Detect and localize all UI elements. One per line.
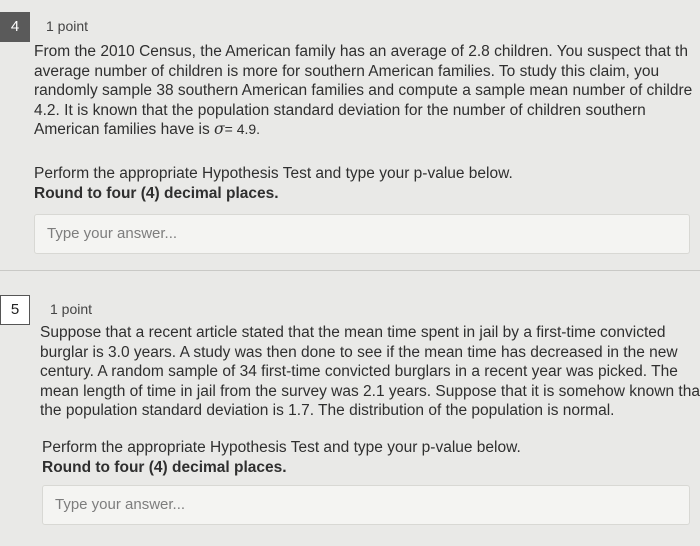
- sigma-symbol: σ: [214, 120, 225, 138]
- instruction-line: Perform the appropriate Hypothesis Test and type your p-value below.: [42, 439, 521, 456]
- question-points: 1 point: [46, 18, 89, 34]
- question-text-line: burglar is 3.0 years. A study was then done to see if the mean time has decreased in the new: [40, 343, 678, 361]
- instruction-text: [34, 164, 513, 204]
- question-number-badge: 4: [0, 12, 30, 42]
- section-divider: [0, 270, 700, 271]
- instruction-text: [42, 438, 521, 478]
- question-points: 1 point: [50, 301, 93, 317]
- sigma-value: = 4.9.: [224, 121, 261, 137]
- answer-input[interactable]: Type your answer...: [34, 214, 690, 254]
- round-note: Round to four (4) decimal places.: [34, 185, 279, 202]
- question-text-line: 4.2. It is known that the population standard deviation for the number of children southern: [34, 101, 646, 119]
- round-note: Round to four (4) decimal places.: [42, 459, 287, 476]
- question-text-line: Suppose that a recent article stated that the mean time spent in jail by a first-time convicted: [40, 324, 666, 341]
- question-number-badge: 5: [0, 295, 30, 325]
- question-text-line: the population standard deviation is 1.7. The distribution of the population is normal.: [40, 402, 615, 419]
- question-4-card: [0, 0, 700, 262]
- question-text-line: randomly sample 38 southern American families and compute a sample mean number of childre: [34, 82, 693, 99]
- question-text-line: century. A random sample of 34 first-time convicted burglars in a recent year was picked. The: [40, 363, 678, 380]
- question-text-line: [34, 120, 692, 140]
- question-text-fragment: American families have is: [34, 121, 215, 138]
- question-5-card: [0, 290, 700, 546]
- question-text: [34, 42, 692, 140]
- answer-input[interactable]: Type your answer...: [42, 485, 690, 525]
- instruction-line: Perform the appropriate Hypothesis Test and type your p-value below.: [34, 165, 513, 182]
- question-text-line: mean length of time in jail from the survey was 2.1 years. Suppose that it is somehow known tha: [40, 382, 700, 400]
- question-text-line: From the 2010 Census, the American family has an average of 2.8 children. You suspect that th: [34, 43, 688, 60]
- question-text: [40, 323, 700, 421]
- question-text-line: average number of children is more for southern American families. To study this claim, you: [34, 62, 660, 80]
